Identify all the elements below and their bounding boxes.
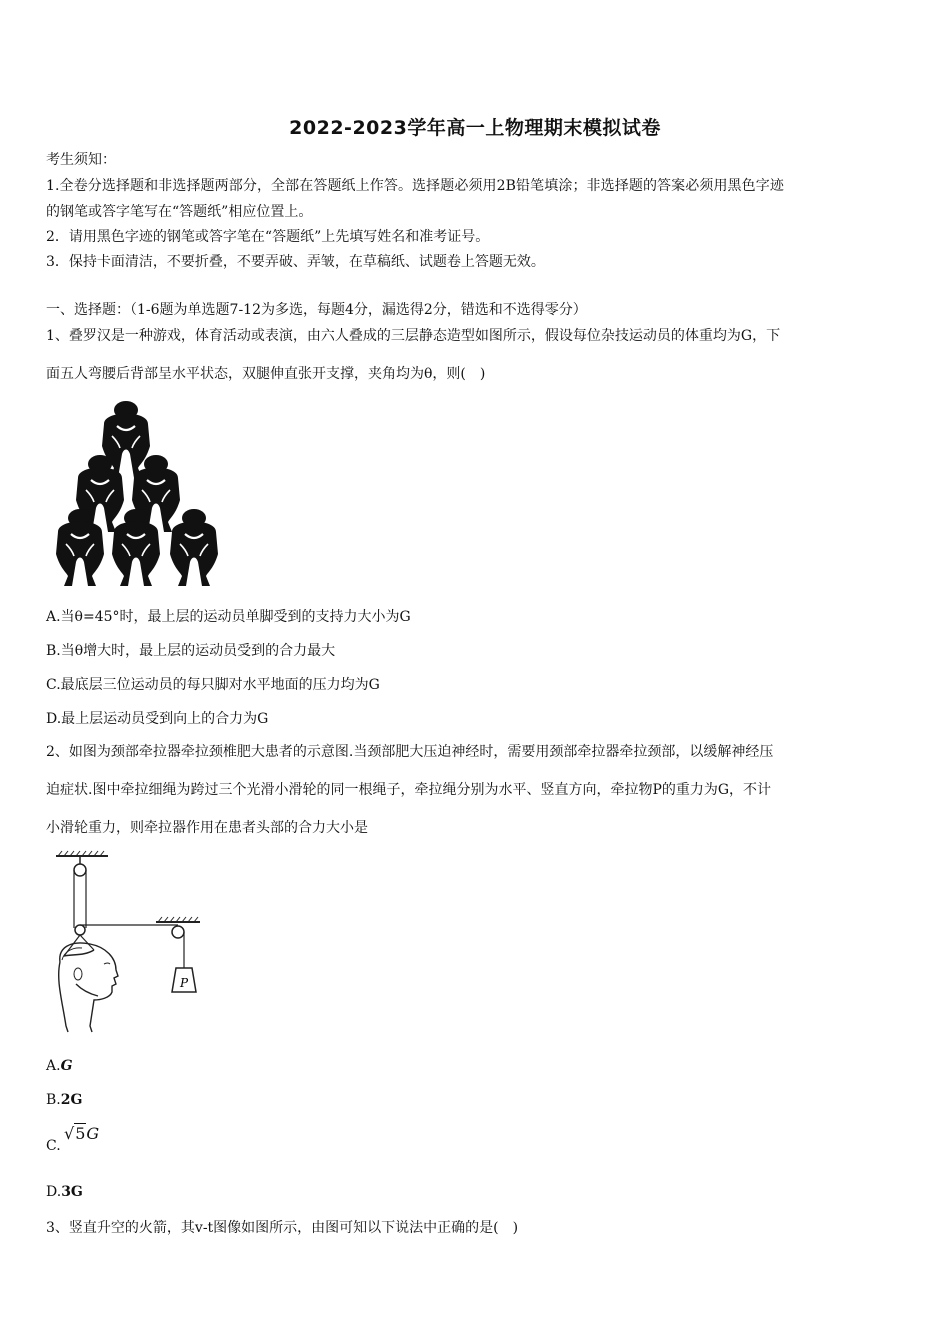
q2-option-c-var: G xyxy=(86,1124,100,1143)
q2-option-a-prefix: A. xyxy=(46,1058,61,1074)
q2-option-c-radicand: 5 xyxy=(75,1124,86,1143)
q2-option-b-value: 2G xyxy=(60,1092,83,1108)
q2-option-d-prefix: D. xyxy=(46,1184,62,1200)
q1-stem-line1: 1、叠罗汉是一种游戏，体育活动或表演，由六人叠成的三层静态造型如图所示，假设每位杂技运动员的体重均为G，下 xyxy=(46,328,781,344)
section-heading: 一、选择题：（1-6题为单选题7-12为多选，每题4分，漏选得2分，错选和不选得零分） xyxy=(46,302,587,318)
q1-stem-line2: 面五人弯腰后背部呈水平状态，双腿伸直张开支撑，夹角均为θ，则( ) xyxy=(46,366,486,382)
q1-option-c: C.最底层三位运动员的每只脚对水平地面的压力均为G xyxy=(46,677,380,693)
q2-option-d-value: 3G xyxy=(61,1184,83,1200)
q1-option-d: D.最上层运动员受到向上的合力为G xyxy=(46,711,269,727)
q3-stem: 3、竖直升空的火箭，其v-t图像如图所示，由图可知以下说法中正确的是( ) xyxy=(46,1220,519,1236)
q2-stem-line3: 小滑轮重力，则牵拉器作用在患者头部的合力大小是 xyxy=(46,820,368,836)
notice-item-3: 3．保持卡面清洁，不要折叠，不要弄破、弄皱，在草稿纸、试题卷上答题无效。 xyxy=(46,254,545,270)
q2-option-a-value: G xyxy=(60,1058,73,1074)
sqrt-symbol: √ xyxy=(64,1124,75,1143)
weight-p-label: P xyxy=(179,976,189,990)
neck-traction-figure xyxy=(50,850,210,1034)
notice-item-1-cont: 的钢笔或答字笔写在“答题纸”相应位置上。 xyxy=(46,204,313,220)
q1-option-b: B.当θ增大时，最上层的运动员受到的合力最大 xyxy=(46,643,336,659)
q2-stem-line2: 迫症状.图中牵拉细绳为跨过三个光滑小滑轮的同一根绳子，牵拉绳分别为水平、竖直方向，牵拉物P的重力为G，不计 xyxy=(46,782,772,798)
q2-option-c-value xyxy=(64,1124,99,1143)
notice-item-2: 2．请用黑色字迹的钢笔或答字笔在“答题纸”上先填写姓名和准考证号。 xyxy=(46,229,490,245)
human-pyramid-figure xyxy=(56,398,222,586)
q2-stem-line1: 2、如图为颈部牵拉器牵拉颈椎肥大患者的示意图.当颈部肥大压迫神经时，需要用颈部牵拉器牵拉颈部，以缓解神经压 xyxy=(46,744,774,760)
page-title: 2022-2023学年高一上物理期末模拟试卷 xyxy=(289,117,661,139)
q2-option-b xyxy=(46,1092,82,1108)
q2-option-c-prefix: C. xyxy=(46,1138,61,1154)
notice-item-1: 1.全卷分选择题和非选择题两部分，全部在答题纸上作答。选择题必须用2B铅笔填涂；非选择题的答案必须用黑色字迹 xyxy=(46,178,784,194)
q2-option-a xyxy=(46,1058,73,1074)
q2-option-b-prefix: B. xyxy=(46,1092,61,1108)
q2-option-d xyxy=(46,1184,83,1200)
notice-heading: 考生须知： xyxy=(46,152,116,168)
q1-option-a: A.当θ=45°时，最上层的运动员单脚受到的支持力大小为G xyxy=(46,609,411,625)
